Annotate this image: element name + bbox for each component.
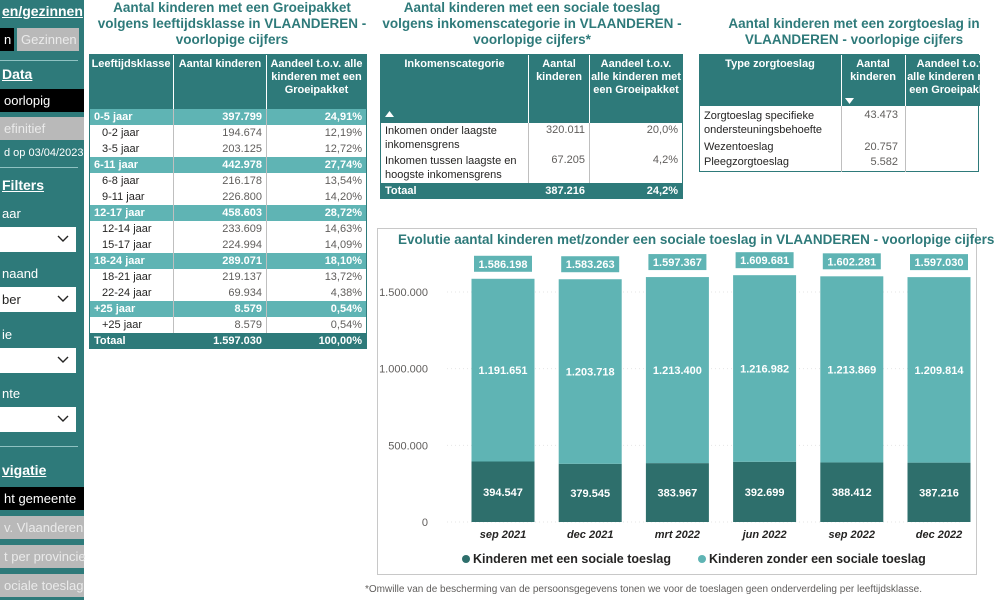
filters-section-title: Filters [2, 177, 45, 193]
y-tick-label: 500.000 [388, 440, 428, 453]
table-row [381, 153, 682, 183]
data-label: 394.547 [483, 486, 523, 499]
total-count: 1.597.030 [213, 335, 262, 347]
table-row [90, 221, 366, 237]
filter-month-label: naand [2, 266, 39, 281]
row-count: 194.674 [222, 127, 262, 139]
total-label: Totaal [385, 185, 417, 197]
row-label: 18-24 jaar [94, 255, 145, 267]
row-count: 203.125 [222, 143, 262, 155]
data-label: 392.699 [744, 486, 785, 499]
data-label: 383.967 [657, 487, 698, 500]
data-label: 1.216.982 [740, 363, 790, 376]
data-label: 387.216 [919, 487, 959, 500]
x-tick-label: jun 2022 [742, 529, 787, 541]
row-count: 8.579 [234, 319, 262, 331]
legend-marker-without[interactable] [698, 555, 706, 563]
total-label: 1.602.281 [827, 256, 877, 269]
table-header [90, 55, 366, 109]
row-label: 22-24 jaar [102, 287, 152, 299]
chart-title: Evolutie aantal kinderen met/zonder een sociale toeslag in VLAANDEREN - voorlopige cijfers [398, 232, 995, 247]
row-count: 233.609 [222, 223, 262, 235]
row-share: 12,19% [324, 127, 362, 139]
sort-up-icon[interactable] [385, 111, 394, 117]
sort-down-icon[interactable] [845, 98, 854, 104]
row-label: Pleegzorgtoeslag [704, 156, 790, 168]
table-row [700, 109, 980, 139]
column-header[interactable]: Aantal kinderen [178, 58, 262, 70]
row-share: 13,54% [324, 175, 362, 187]
table-row [700, 141, 980, 156]
row-share: 14,63% [324, 223, 362, 235]
row-share: 14,09% [324, 239, 362, 251]
type-gezinnen-button[interactable]: Gezinnen [17, 28, 79, 51]
nav-vlaanderen-button[interactable]: v. Vlaanderen [0, 516, 84, 539]
nav-sociale-toeslag-button[interactable]: ociale toeslag [0, 574, 84, 597]
care-table [699, 54, 997, 172]
table-row [90, 269, 366, 285]
data-label: 1.213.869 [827, 364, 877, 377]
chevron-down-icon [56, 412, 70, 426]
row-share: 24,91% [324, 111, 362, 123]
table-header [381, 55, 682, 123]
y-tick-label: 1.000.000 [379, 363, 428, 376]
row-label: 18-21 jaar [102, 271, 152, 283]
row-share: 4,38% [330, 287, 362, 299]
type-section-title: en/gezinnen [2, 3, 83, 19]
row-count: 43.473 [864, 109, 898, 121]
x-tick-label: dec 2021 [566, 529, 614, 541]
total-label: 1.597.030 [914, 257, 964, 270]
x-tick-label: mrt 2022 [654, 529, 701, 541]
nav-provincie-button[interactable]: t per provincie [0, 545, 84, 568]
table-row [90, 125, 366, 141]
total-label: 1.609.681 [740, 255, 790, 268]
income-table [380, 54, 683, 199]
column-header[interactable]: Inkomenscategorie [404, 58, 505, 70]
row-count: 226.800 [222, 191, 262, 203]
table-row [90, 237, 366, 253]
filter-municipality-dropdown[interactable] [0, 407, 76, 432]
data-date-label: d op 03/04/2023 [4, 147, 84, 159]
total-label: 1.586.198 [478, 258, 528, 271]
table3-title: Aantal kinderen met een zorgtoeslag in VLAANDEREN - voorlopige cijfers [728, 16, 980, 47]
chevron-down-icon [56, 353, 70, 367]
column-header[interactable]: Type zorgtoeslag [725, 58, 815, 70]
row-count: 320.011 [546, 124, 585, 136]
stacked-bar-chart [377, 250, 964, 575]
legend-label-without[interactable]: Kinderen zonder een sociale toeslag [709, 552, 926, 566]
total-share: 100,00% [318, 335, 362, 347]
group-row[interactable] [90, 301, 366, 317]
table-row [90, 173, 366, 189]
row-count: 20.757 [864, 141, 898, 153]
row-count: 442.978 [222, 159, 262, 171]
row-label: +25 jaar [102, 319, 143, 331]
filter-year-dropdown[interactable] [0, 227, 76, 252]
row-share: 13,72% [324, 271, 362, 283]
row-count: 397.799 [222, 111, 262, 123]
row-label: Zorgtoeslag specifieke ondersteuningsbehoefte [704, 110, 823, 136]
row-label: Wezentoeslag [704, 141, 774, 153]
table-row [90, 317, 366, 333]
row-share: 14,20% [324, 191, 362, 203]
column-divider [266, 109, 267, 333]
x-tick-label: dec 2022 [915, 529, 963, 541]
data-label: 1.209.814 [914, 364, 964, 377]
x-tick-label: sep 2021 [479, 529, 527, 541]
data-label: 388.412 [831, 487, 872, 500]
legend-marker-with[interactable] [462, 555, 470, 563]
row-share: 12,72% [324, 143, 362, 155]
row-count: 8.579 [234, 303, 262, 315]
table-header [700, 55, 997, 106]
column-divider [173, 109, 174, 333]
total-label: 1.597.367 [652, 257, 702, 270]
data-voorlopig-button[interactable]: oorlopig [0, 89, 84, 112]
row-count: 67.205 [551, 154, 585, 166]
table1-title: Aantal kinderen met een Groeipakket volgens leeftijdsklasse in VLAANDEREN - voorlopige cijfers [97, 0, 367, 47]
row-label: Inkomen onder laagste inkomensgrens [385, 125, 497, 151]
row-label: 9-11 jaar [102, 191, 145, 203]
row-label: Inkomen tussen laagste en hoogste inkomensgrens [385, 155, 517, 181]
row-share: 0,54% [330, 303, 362, 315]
group-row[interactable] [90, 109, 366, 125]
column-header[interactable]: Aandeel t.o.v. alle kinderen met een Groeipakket [270, 58, 363, 96]
data-section-title: Data [2, 66, 33, 82]
chevron-down-icon [56, 292, 70, 306]
row-share: 28,72% [324, 207, 362, 219]
nav-gemeente-button[interactable]: ht gemeente [0, 487, 84, 510]
row-label: 15-17 jaar [102, 239, 152, 251]
data-label: 1.191.651 [478, 365, 528, 378]
filter-province-dropdown[interactable] [0, 348, 76, 373]
row-share: 4,2% [652, 154, 678, 166]
group-row[interactable] [90, 157, 366, 173]
filter-year-label: aar [2, 206, 21, 221]
total-count: 387.216 [545, 185, 585, 197]
divider [0, 60, 78, 61]
column-header[interactable]: Aandeel t.o.v. alle kinderen met een Groeipakket [591, 58, 681, 96]
nav-section-title: vigatie [2, 462, 47, 478]
table-row [90, 189, 366, 205]
row-share: 27,74% [324, 159, 362, 171]
filter-municipality-label: nte [2, 386, 21, 401]
y-tick-label: 1.500.000 [379, 287, 428, 299]
x-tick-label: sep 2022 [828, 529, 876, 541]
filter-month-dropdown[interactable] [0, 287, 76, 312]
row-count: 458.603 [222, 207, 262, 219]
data-label: 1.213.400 [652, 365, 702, 378]
row-label: 6-8 jaar [102, 175, 140, 187]
column-header[interactable]: Aandeel t.o.v. alle kinderen met een Groeipakket [907, 58, 997, 96]
type-kinderen-button[interactable]: n [0, 28, 14, 51]
divider [0, 446, 78, 447]
filter-month-value: ber [2, 292, 21, 307]
group-row[interactable] [90, 205, 366, 221]
y-tick-label: 0 [421, 517, 428, 529]
row-count: 224.994 [222, 239, 262, 251]
data-definitief-button[interactable]: efinitief [0, 117, 84, 140]
row-count: 69.934 [228, 287, 262, 299]
total-row [90, 333, 366, 349]
chevron-down-icon [56, 232, 70, 246]
total-share: 24,2% [646, 185, 678, 197]
filter-province-label: ie [2, 327, 13, 342]
table2-title: Aantal kinderen met een sociale toeslag volgens inkomenscategorie in VLAANDEREN - voorlopige cijfers* [382, 0, 682, 47]
table-row [90, 285, 366, 301]
sidebar [0, 0, 84, 600]
data-label: 1.203.718 [565, 366, 615, 379]
table-row [90, 141, 366, 157]
legend-label-with[interactable]: Kinderen met een sociale toeslag [473, 552, 671, 566]
row-share: 0,54% [330, 319, 362, 331]
row-share: 18,10% [324, 255, 362, 267]
group-row[interactable] [90, 253, 366, 269]
row-label: 0-2 jaar [102, 127, 140, 139]
row-count: 289.071 [222, 255, 262, 267]
row-share: 20,0% [646, 124, 678, 136]
column-header[interactable]: Aantal kinderen [536, 58, 582, 83]
row-label: +25 jaar [94, 303, 136, 315]
row-label: 12-17 jaar [94, 207, 145, 219]
divider [0, 167, 78, 168]
row-count: 219.137 [222, 271, 262, 283]
column-header[interactable]: Aantal kinderen [850, 58, 896, 83]
row-label: 6-11 jaar [94, 159, 139, 171]
row-count: 5.582 [870, 156, 898, 168]
row-label: 3-5 jaar [102, 143, 140, 155]
data-label: 379.545 [570, 487, 611, 500]
total-label: Totaal [94, 335, 126, 347]
row-label: 12-14 jaar [102, 223, 152, 235]
footnote: *Omwille van de bescherming van de persoonsgegevens tonen we voor de toeslagen geen onderverdeling per leeftijdsklasse. [365, 584, 923, 595]
column-header[interactable]: Leeftijdsklasse [91, 58, 171, 70]
table-row [700, 156, 980, 171]
row-count: 216.178 [222, 175, 262, 187]
total-row [381, 183, 682, 199]
row-label: 0-5 jaar [94, 111, 133, 123]
age-table [89, 54, 367, 349]
table-row [381, 123, 682, 153]
total-label: 1.583.263 [565, 259, 615, 272]
